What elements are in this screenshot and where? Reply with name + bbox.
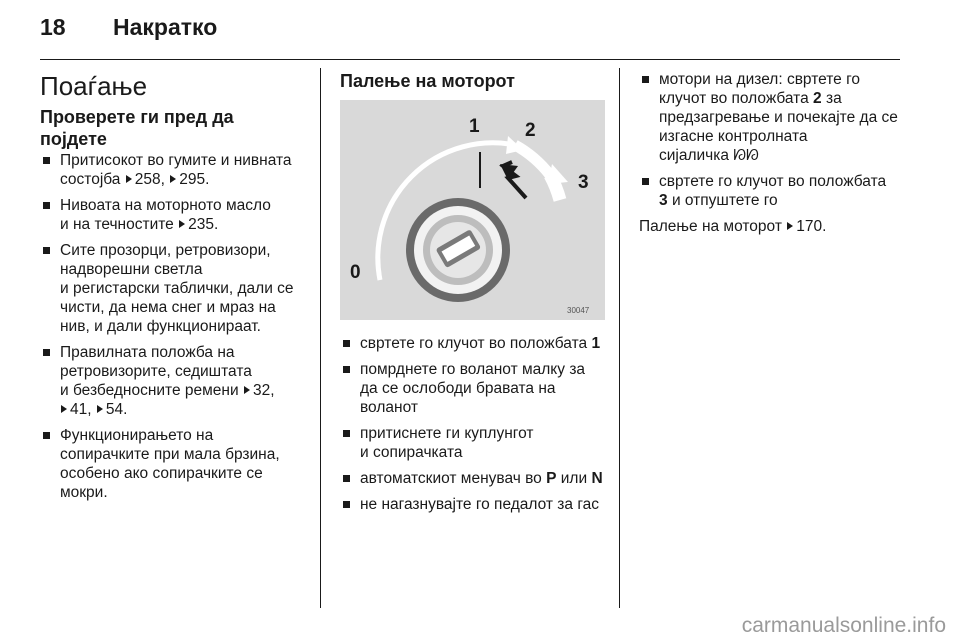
list-item: автоматскиот менувач во P или N xyxy=(340,469,605,488)
page-ref-link[interactable]: 170 xyxy=(796,218,823,235)
list-item: Нивоата на моторното масло и на течностите 235. xyxy=(40,196,302,234)
page-ref-link[interactable]: 235 xyxy=(188,216,214,233)
engine-start-heading: Палење на моторот xyxy=(340,71,515,91)
page-ref-arrow-icon xyxy=(179,220,185,228)
position-0-label: 0 xyxy=(350,262,361,283)
page-ref-arrow-icon xyxy=(170,175,176,183)
ignition-illustration xyxy=(340,100,605,320)
list-item: Притисокот во гумите и нивната состојба 258, 295. xyxy=(40,151,302,189)
column-divider-left xyxy=(320,68,321,608)
page-ref-link[interactable]: 41 xyxy=(70,401,88,418)
column-divider-right xyxy=(619,68,620,608)
engine-start-list xyxy=(340,334,605,514)
middle-column xyxy=(340,70,605,521)
header-rule xyxy=(40,59,900,60)
position-1-label: 1 xyxy=(469,116,480,137)
checks-list xyxy=(40,151,302,502)
list-item: свртете го клучот во положбата 3 и отпуштете го xyxy=(639,172,904,210)
left-column xyxy=(40,70,302,509)
glow-plug-icon: ᘗᘗ xyxy=(733,147,759,164)
list-item: Правилната положба на ретровизорите, седиштата и безбедносните ремени 32, 41, 54. xyxy=(40,343,302,419)
page-title: Накратко xyxy=(113,14,218,40)
watermark: carmanualsonline.info xyxy=(741,614,946,637)
right-column xyxy=(639,70,904,236)
page-ref-arrow-icon xyxy=(61,405,67,413)
list-item: помрднете го воланот малку за да се ослободи бравата на воланот xyxy=(340,360,605,417)
page-ref-link[interactable]: 258 xyxy=(134,171,161,188)
position-2-label: 2 xyxy=(525,120,536,141)
list-item: свртете го клучот во положбата 1 xyxy=(340,334,605,353)
page-ref-arrow-icon xyxy=(787,222,793,230)
list-item: притиснете ги куплунгот и сопирачката xyxy=(340,424,605,462)
checks-heading: Проверете ги пред да појдете xyxy=(40,107,234,149)
page-number: 18 xyxy=(40,14,66,40)
page-ref-arrow-icon xyxy=(244,386,250,394)
page-ref-link[interactable]: 32 xyxy=(252,382,271,399)
section-title: Поаѓање xyxy=(40,71,148,101)
list-item: Сите прозорци, ретровизори, надворешни светла и регистарски таблички, дали се чисти, да нема снег и мраз на нив, и дали функционираат. xyxy=(40,241,302,336)
page-ref-link[interactable]: 295 xyxy=(179,171,206,188)
engine-start-reference: Палење на моторот 170. xyxy=(639,218,827,235)
list-item: мотори на дизел: свртете го клучот во положбата 2 за предзагревање и почекајте да се изгасне контролната сијаличка ᘗᘗ xyxy=(639,70,904,165)
page-ref-link[interactable]: 54 xyxy=(105,401,124,418)
list-item: Функционирањето на сопирачките при мала брзина, особено ако сопирачките се мокри. xyxy=(40,426,302,502)
figure-code: 30047 xyxy=(567,306,590,315)
list-item: не нагазнувајте го педалот за гас xyxy=(340,495,605,514)
engine-start-list-continued xyxy=(639,70,904,210)
position-3-label: 3 xyxy=(578,172,589,193)
page-ref-arrow-icon xyxy=(97,405,103,413)
page-ref-arrow-icon xyxy=(126,175,132,183)
